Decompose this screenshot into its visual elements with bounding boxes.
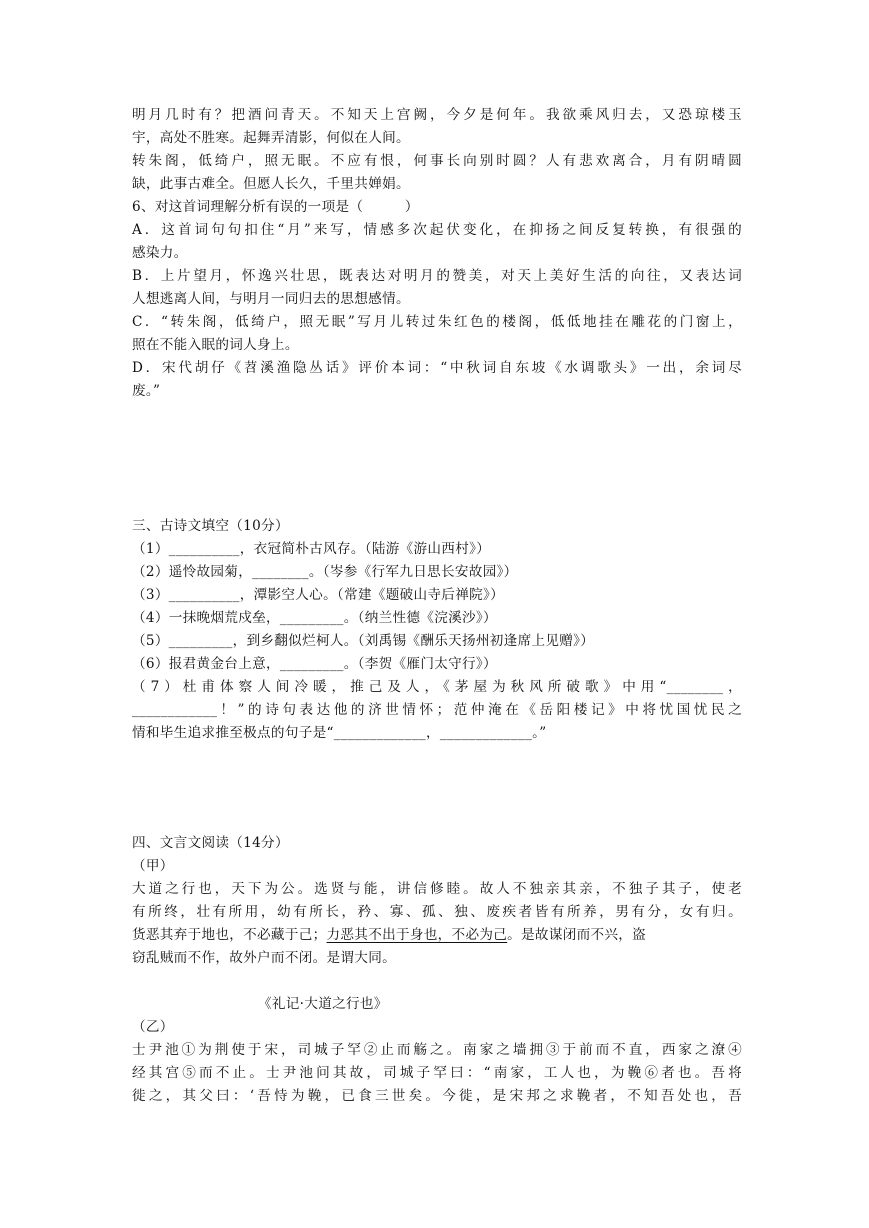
poem-line: 明月几时有？把酒问青天。不知天上宫阙，今夕是何年。我欲乘风归去，又恐琼楼玉 [132, 107, 742, 123]
fill-item-7-cont: ____________！”的诗句表达他的济世情怀；范仲淹在《岳阳楼记》中将忧国忧民之 [132, 702, 742, 718]
fill-item-1: （1）__________，衣冠简朴古风存。（陆游《游山西村》） [132, 541, 491, 557]
fill-item-2: （2）遥怜故园菊，________。（岑参《行军九日思长安故园》） [132, 564, 518, 580]
fill-item-7-cont: 情和毕生追求推至极点的句子是“_____________，_____________。” [132, 725, 547, 741]
fill-item-4: （4）一抹晚烟荒戍垒，_________。（纳兰性德《浣溪沙》） [132, 610, 497, 626]
passage-yi-line: 士尹池①为荆使于宋，司城子罕②止而觞之。南家之墙拥③于前而不直，西家之潦④ [132, 1042, 742, 1058]
fill-item-5: （5）_________，到乡翻似烂柯人。（刘禹锡《酬乐天扬州初逢席上见赠》） [132, 633, 595, 649]
section-3-title: 三、古诗文填空（10分） [132, 518, 289, 534]
passage-text: 货恶其弃于地也，不必藏于己； [132, 927, 327, 943]
option-a: A．这首词句句扣住“月”来写，情感多次起伏变化，在抑扬之间反复转换，有很强的 [132, 222, 742, 238]
question-6-stem: 6、对这首词理解分析有误的一项是（ ） [132, 199, 419, 215]
section-4-title: 四、文言文阅读（14分） [132, 835, 289, 851]
fill-item-3: （3）__________，潭影空人心。（常建《题破山寺后禅院》） [132, 587, 504, 603]
passage-jia-label: （甲） [132, 858, 174, 874]
passage-yi-line: 经其宫⑤而不止。士尹池问其故，司城子罕曰：“南家，工人也，为鞔⑥者也。吾将 [132, 1065, 742, 1081]
passage-yi-line: 徙之，其父曰：‘吾恃为鞔，已食三世矣。今徙，是宋邦之求鞔者，不知吾处也，吾 [132, 1088, 742, 1104]
fill-item-7: （7）杜甫体察人间冷暖，推己及人，《茅屋为秋风所破歌》中用“________， [132, 679, 742, 695]
option-c: C．“转朱阁，低绮户，照无眠”写月儿转过朱红色的楼阁，低低地挂在雕花的门窗上， [132, 314, 742, 330]
option-b: B．上片望月，怀逸兴壮思，既表达对明月的赞美，对天上美好生活的向往，又表达词 [132, 268, 742, 284]
poem-line: 转朱阁，低绮户，照无眠。不应有恨，何事长向别时圆？人有悲欢离合，月有阴晴圆 [132, 153, 742, 169]
underlined-sentence: 力恶其不出于身也，不必为己 [326, 927, 508, 943]
poem-line: 宇，高处不胜寒。起舞弄清影，何似在人间。 [132, 130, 410, 146]
passage-jia-line [132, 924, 742, 946]
poem-line: 缺，此事古难全。但愿人长久，千里共婵娟。 [132, 176, 410, 192]
option-d: D．宋代胡仔《苕溪渔隐丛话》评价本词：“中秋词自东坡《水调歌头》一出，余词尽 [132, 360, 742, 376]
passage-jia-line: 大道之行也，天下为公。选贤与能，讲信修睦。故人不独亲其亲，不独子其子，使老 [132, 881, 742, 897]
option-d-cont: 废。” [132, 383, 161, 399]
option-b-cont: 人想逃离人间，与明月一同归去的思想感情。 [132, 291, 410, 307]
passage-yi-label: （乙） [132, 1019, 174, 1035]
passage-text: 。是故谋闭而不兴，盗 [507, 927, 647, 943]
passage-source: 《礼记·大道之行也》 [258, 996, 388, 1012]
passage-jia-line: 窃乱贼而不作，故外户而不闭。是谓大同。 [132, 950, 396, 966]
option-c-cont: 照在不能入眠的词人身上。 [132, 337, 299, 353]
option-a-cont: 感染力。 [132, 245, 188, 261]
passage-jia-line: 有所终，壮有所用，幼有所长，矜、寡、孤、独、废疾者皆有所养，男有分，女有归。 [132, 904, 742, 920]
fill-item-6: （6）报君黄金台上意，_________。（李贺《雁门太守行》） [132, 656, 497, 672]
